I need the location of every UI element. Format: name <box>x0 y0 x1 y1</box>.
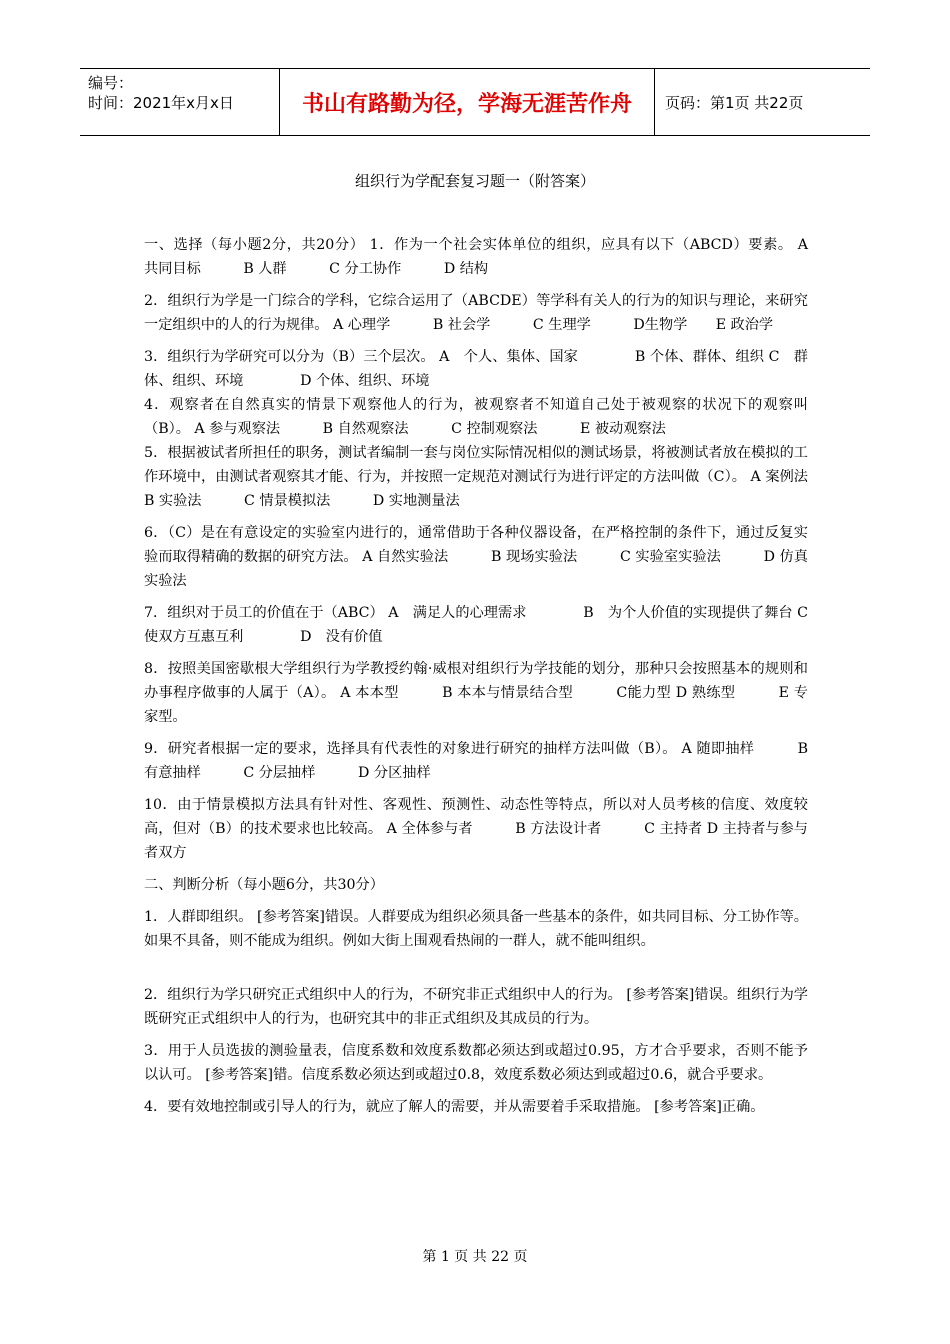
paragraph: 1．人群即组织。 [参考答案]错误。人群要成为组织必须具备一些基本的条件，如共同目标、分工协作等。如果不具备，则不能成为组织。例如大街上围观看热闹的一群人，就不能叫组织。 <box>144 909 808 949</box>
paragraph: 9．研究者根据一定的要求，选择具有代表性的对象进行研究的抽样方法叫做（B）。 A 随即抽样 B 有意抽样 C 分层抽样 D 分区抽样 <box>144 741 808 781</box>
document-date: 时间：2021年x月x日 <box>88 94 234 112</box>
paragraph: 6．（C）是在有意设定的实验室内进行的，通常借助于各种仪器设备，在严格控制的条件下，通过反复实验而取得精确的数据的研究方法。 A 自然实验法 B 现场实验法 C 实验室实验法 D 仿真实验法 <box>144 525 808 589</box>
header-motto: 书山有路勤为径，学海无涯苦作舟 <box>280 69 655 135</box>
paragraph: 3．用于人员选拔的测验量表，信度系数和效度系数都必须达到或超过0.95，方才合乎要求，否则不能予以认可。 [参考答案]错。信度系数必须达到或超过0.8，效度系数必须达到或超过0.6，就合乎要求。 <box>144 1043 808 1083</box>
document-title: 组织行为学配套复习题一（附答案） <box>354 172 595 190</box>
paragraph: 10．由于情景模拟方法具有针对性、客观性、预测性、动态性等特点，所以对人员考核的信度、效度较高，但对（B）的技术要求也比较高。 A 全体参与者 B 方法设计者 C 主持者 D 主持者与参与者双方 <box>144 797 808 861</box>
document-body <box>144 233 851 1127</box>
header-meta <box>80 69 280 135</box>
paragraph: 5．根据被试者所担任的职务，测试者编制一套与岗位实际情况相似的测试场景，将被测试者放在模拟的工作环境中，由测试者观察其才能、行为，并按照一定规范对测试行为进行评定的方法叫做（C）。 A 案例法 B 实验法 C 情景模拟法 D 实地测量法 <box>144 445 851 509</box>
paragraph: 4．观察者在自然真实的情景下观察他人的行为，被观察者不知道自己处于被观察的状况下的观察叫（B）。 A 参与观察法 B 自然观察法 C 控制观察法 E 被动观察法 <box>144 397 808 437</box>
document-number: 编号： <box>88 74 134 92</box>
paragraph: 2．组织行为学只研究正式组织中人的行为，不研究非正式组织中人的行为。 [参考答案]错误。组织行为学既研究正式组织中人的行为，也研究其中的非正式组织及其成员的行为。 <box>144 987 808 1027</box>
paragraph: 4．要有效地控制或引导人的行为，就应了解人的需要，并从需要着手采取措施。 [参考答案]正确。 <box>144 1099 765 1115</box>
paragraph: 8．按照美国密歇根大学组织行为学教授约翰·威根对组织行为学技能的划分，那种只会按照基本的规则和办事程序做事的人属于（A）。 A 本本型 B 本本与情景结合型 C能力型 D 熟练型 E 专家型。 <box>144 661 808 725</box>
paragraph: 一、选择（每小题2分，共20分） 1．作为一个社会实体单位的组织，应具有以下（ABCD）要素。 A 共同目标 B 人群 C 分工协作 D 结构 <box>144 237 823 277</box>
paragraph: 7．组织对于员工的价值在于（ABC） A 满足人的心理需求 B 为个人价值的实现提供了舞台 C 使双方互惠互利 D 没有价值 <box>144 605 823 645</box>
paragraph: 2．组织行为学是一门综合的学科，它综合运用了（ABCDE）等学科有关人的行为的知识与理论，来研究一定组织中的人的行为规律。 A 心理学 B 社会学 C 生理学 D生物学 E 政治学 <box>144 293 808 333</box>
page-footer: 第 1 页 共 22 页 <box>422 1249 528 1265</box>
page-header <box>80 68 870 136</box>
paragraph: 3．组织行为学研究可以分为（B）三个层次。 A 个人、集体、国家 B 个体、群体、组织 C 群体、组织、环境 D 个体、组织、环境 <box>144 349 808 389</box>
section-heading: 二、判断分析（每小题6分，共30分） <box>144 877 384 893</box>
header-page-number: 页码：第1页 共22页 <box>665 93 804 112</box>
